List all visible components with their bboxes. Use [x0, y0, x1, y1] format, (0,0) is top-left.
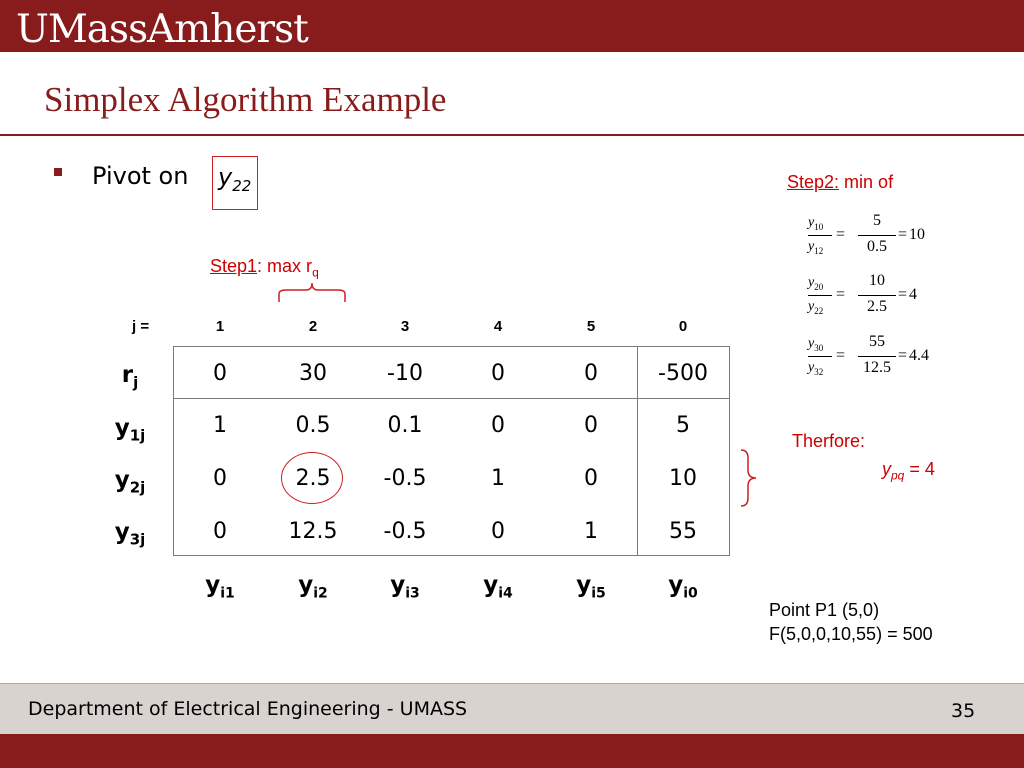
table-cell: 1 [584, 519, 598, 544]
col-label: $y_{i3}$ [390, 572, 420, 602]
table-cell: 0 [584, 361, 598, 386]
table-cell: 5 [676, 413, 690, 438]
j-index: 2 [308, 318, 318, 335]
step1-brace-icon [276, 280, 348, 304]
pivot-text: Pivot on [92, 162, 189, 190]
title-divider [0, 134, 1024, 136]
col-label: $y_{i0}$ [668, 572, 698, 602]
point-objective-line: F(5,0,0,10,55) = 500 [769, 624, 933, 644]
j-index: 3 [400, 318, 410, 335]
slide-title: Simplex Algorithm Example [44, 80, 447, 119]
table-cell: 0 [491, 413, 505, 438]
row-label-rj: $r_j$ [121, 362, 139, 392]
col-label: $y_{i1}$ [205, 572, 235, 602]
table-cell: 10 [669, 466, 697, 491]
j-index: 4 [493, 318, 503, 335]
table-cell: 55 [669, 519, 697, 544]
point-line: Point P1 (5,0) [769, 600, 880, 620]
step1-note: Step1: $\max r_q$ [210, 256, 319, 280]
col-label: $y_{i5}$ [576, 572, 606, 602]
table-cell: -10 [387, 361, 423, 386]
table-col-divider [637, 346, 638, 556]
table-cell: 1 [491, 466, 505, 491]
table-cell: 0.5 [295, 413, 331, 438]
right-brace-icon [738, 448, 762, 508]
pivot-circle [281, 452, 343, 504]
row-label-y1j: $y_{1j}$ [114, 415, 146, 445]
j-index: 1 [215, 318, 225, 335]
table-cell: 0 [584, 413, 598, 438]
table-row-divider [173, 398, 730, 399]
page-number: 35 [951, 700, 976, 722]
row-label-y3j: $y_{3j}$ [114, 519, 146, 549]
table-cell: 0 [213, 519, 227, 544]
table-cell: 0 [584, 466, 598, 491]
step2-note: Step2: min of [787, 172, 894, 192]
table-cell: -500 [658, 361, 708, 386]
table-cell: -0.5 [383, 466, 427, 491]
j-index: 5 [586, 318, 596, 335]
col-label: $y_{i2}$ [298, 572, 328, 602]
step2-label: Step2: [787, 172, 840, 192]
bullet-square-icon [54, 168, 62, 176]
ypq-result: $y_{pq} = 4$ [882, 459, 935, 483]
footer-department: Department of Electrical Engineering - UMASS [28, 698, 468, 720]
table-cell-pivot: 2.5 [295, 466, 331, 491]
col-label: $y_{i4}$ [483, 572, 513, 602]
footer-red-band [0, 734, 1024, 768]
pivot-variable: $y_{22}$ [218, 163, 252, 195]
table-cell: 0 [213, 466, 227, 491]
table-cell: 0 [491, 361, 505, 386]
table-cell: 0 [213, 361, 227, 386]
table-cell: 0.1 [387, 413, 423, 438]
table-cell: -0.5 [383, 519, 427, 544]
table-cell: 0 [491, 519, 505, 544]
umass-logo: UMassAmherst [16, 7, 308, 52]
table-cell: 30 [299, 361, 327, 386]
therefore-label: Therfore: [792, 431, 866, 451]
table-cell: 12.5 [288, 519, 338, 544]
step1-label: Step1 [210, 256, 258, 276]
j-label: j = [132, 318, 150, 335]
point-note [769, 598, 933, 646]
table-cell: 1 [213, 413, 227, 438]
j-index: 0 [678, 318, 688, 335]
row-label-y2j: $y_{2j}$ [114, 467, 146, 497]
